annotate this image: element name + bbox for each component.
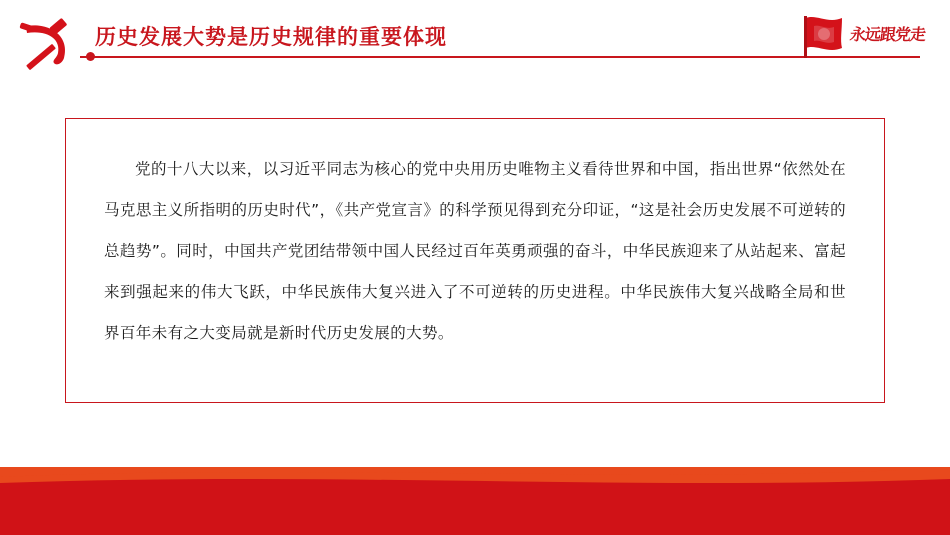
content-panel	[65, 118, 885, 403]
page-title: 历史发展大势是历史规律的重要体现	[95, 26, 447, 49]
brand-logo-text	[850, 22, 932, 52]
brand-logo	[802, 14, 932, 62]
party-emblem-icon	[16, 14, 78, 72]
content-paragraph: 党的十八大以来，以习近平同志为核心的党中央用历史唯物主义看待世界和中国，指出世界“依然处在马克思主义所指明的历史时代”，《共产党宣言》的科学预见得到充分印证，“这是社会历史发展不可逆转的总趋势”。同时，中国共产党团结带领中国人民经过百年英勇顽强的奋斗，中华民族迎来了从站起来、富起来到强起来的伟大飞跃，中华民族伟大复兴进入了不可逆转的历史进程。中华民族伟大复兴战略全局和世界百年未有之大变局就是新时代历史发展的大势。	[104, 160, 846, 342]
brand-logo-label: 永远跟党走	[848, 25, 926, 44]
header-divider-dot	[86, 52, 95, 61]
red-flag-icon	[802, 14, 846, 60]
slide-header	[0, 0, 950, 84]
header-divider	[80, 56, 920, 58]
footer-band-orange	[0, 467, 950, 489]
footer-band-red	[0, 489, 950, 535]
